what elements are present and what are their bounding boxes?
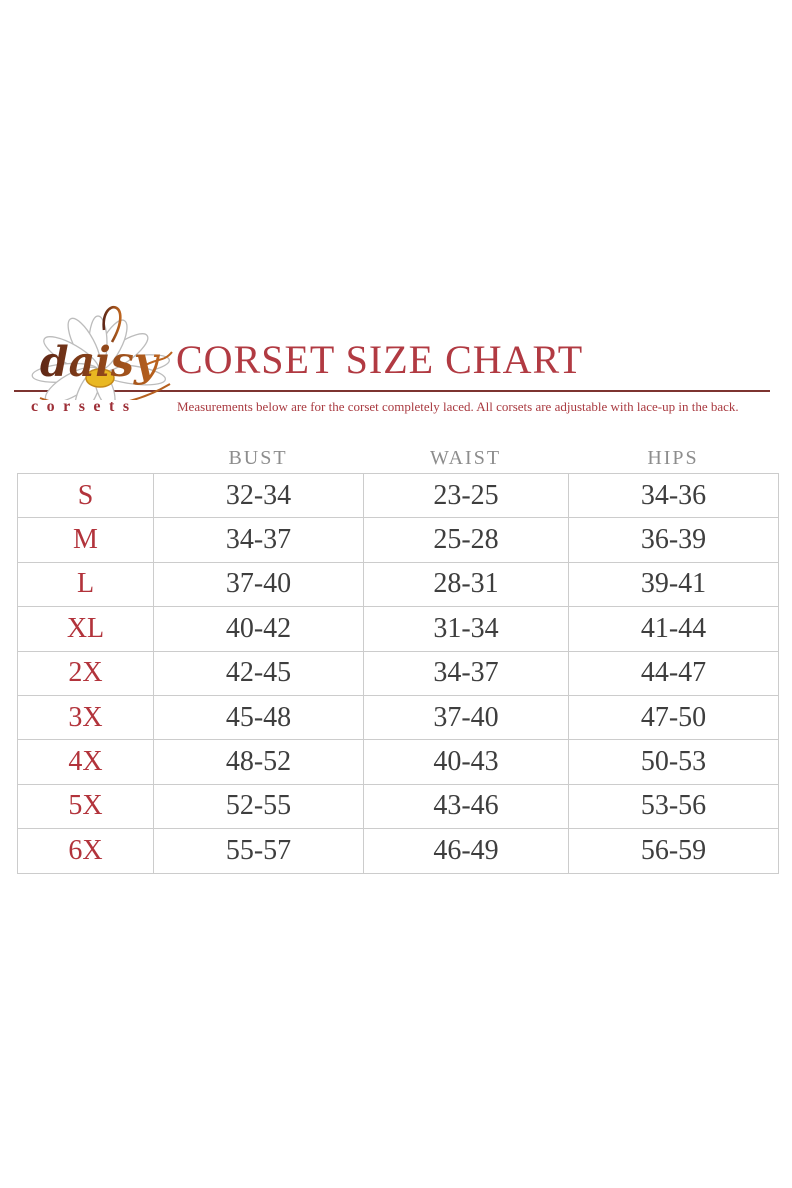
size-label: M <box>18 518 154 562</box>
column-header-bust: BUST <box>228 447 288 469</box>
table-row-l <box>18 562 779 606</box>
bust-value: 32-34 <box>154 474 364 518</box>
size-label: 4X <box>18 740 154 784</box>
page-subtitle: Measurements below are for the corset completely laced. All corsets are adjustable with lace-up in the back. <box>177 399 739 414</box>
waist-value: 43-46 <box>364 784 569 828</box>
hips-value: 50-53 <box>569 740 779 784</box>
table-row-4x <box>18 740 779 784</box>
table-row-3x <box>18 695 779 739</box>
waist-value: 28-31 <box>364 562 569 606</box>
hips-value: 47-50 <box>569 695 779 739</box>
bust-value: 52-55 <box>154 784 364 828</box>
table-row-xl <box>18 607 779 651</box>
size-label: 2X <box>18 651 154 695</box>
page-title: CORSET SIZE CHART <box>176 337 584 382</box>
column-headers <box>17 444 778 473</box>
size-label: XL <box>18 607 154 651</box>
size-label: 6X <box>18 829 154 873</box>
hips-value: 36-39 <box>569 518 779 562</box>
table-row-5x <box>18 784 779 828</box>
bust-value: 37-40 <box>154 562 364 606</box>
table-row-6x <box>18 829 779 873</box>
bust-value: 34-37 <box>154 518 364 562</box>
hips-value: 56-59 <box>569 829 779 873</box>
table-row-s <box>18 474 779 518</box>
waist-value: 40-43 <box>364 740 569 784</box>
size-label: 3X <box>18 695 154 739</box>
brand-sub-text: corsets <box>31 398 138 415</box>
bust-value: 55-57 <box>154 829 364 873</box>
daisy-flower-icon <box>12 300 182 400</box>
bust-value: 42-45 <box>154 651 364 695</box>
bust-value: 48-52 <box>154 740 364 784</box>
waist-value: 25-28 <box>364 518 569 562</box>
table-row-2x <box>18 651 779 695</box>
size-label: 5X <box>18 784 154 828</box>
waist-value: 34-37 <box>364 651 569 695</box>
size-label: L <box>18 562 154 606</box>
size-chart <box>17 444 778 874</box>
size-label: S <box>18 474 154 518</box>
waist-value: 46-49 <box>364 829 569 873</box>
waist-value: 37-40 <box>364 695 569 739</box>
waist-value: 31-34 <box>364 607 569 651</box>
column-header-waist: WAIST <box>429 447 502 469</box>
hips-value: 44-47 <box>569 651 779 695</box>
waist-value: 23-25 <box>364 474 569 518</box>
size-chart-table <box>17 473 779 874</box>
hips-value: 34-36 <box>569 474 779 518</box>
bust-value: 45-48 <box>154 695 364 739</box>
bust-value: 40-42 <box>154 607 364 651</box>
hips-value: 53-56 <box>569 784 779 828</box>
table-row-m <box>18 518 779 562</box>
hips-value: 39-41 <box>569 562 779 606</box>
hips-value: 41-44 <box>569 607 779 651</box>
brand-script-text: daisy <box>40 338 158 386</box>
column-header-hips: HIPS <box>647 447 699 469</box>
